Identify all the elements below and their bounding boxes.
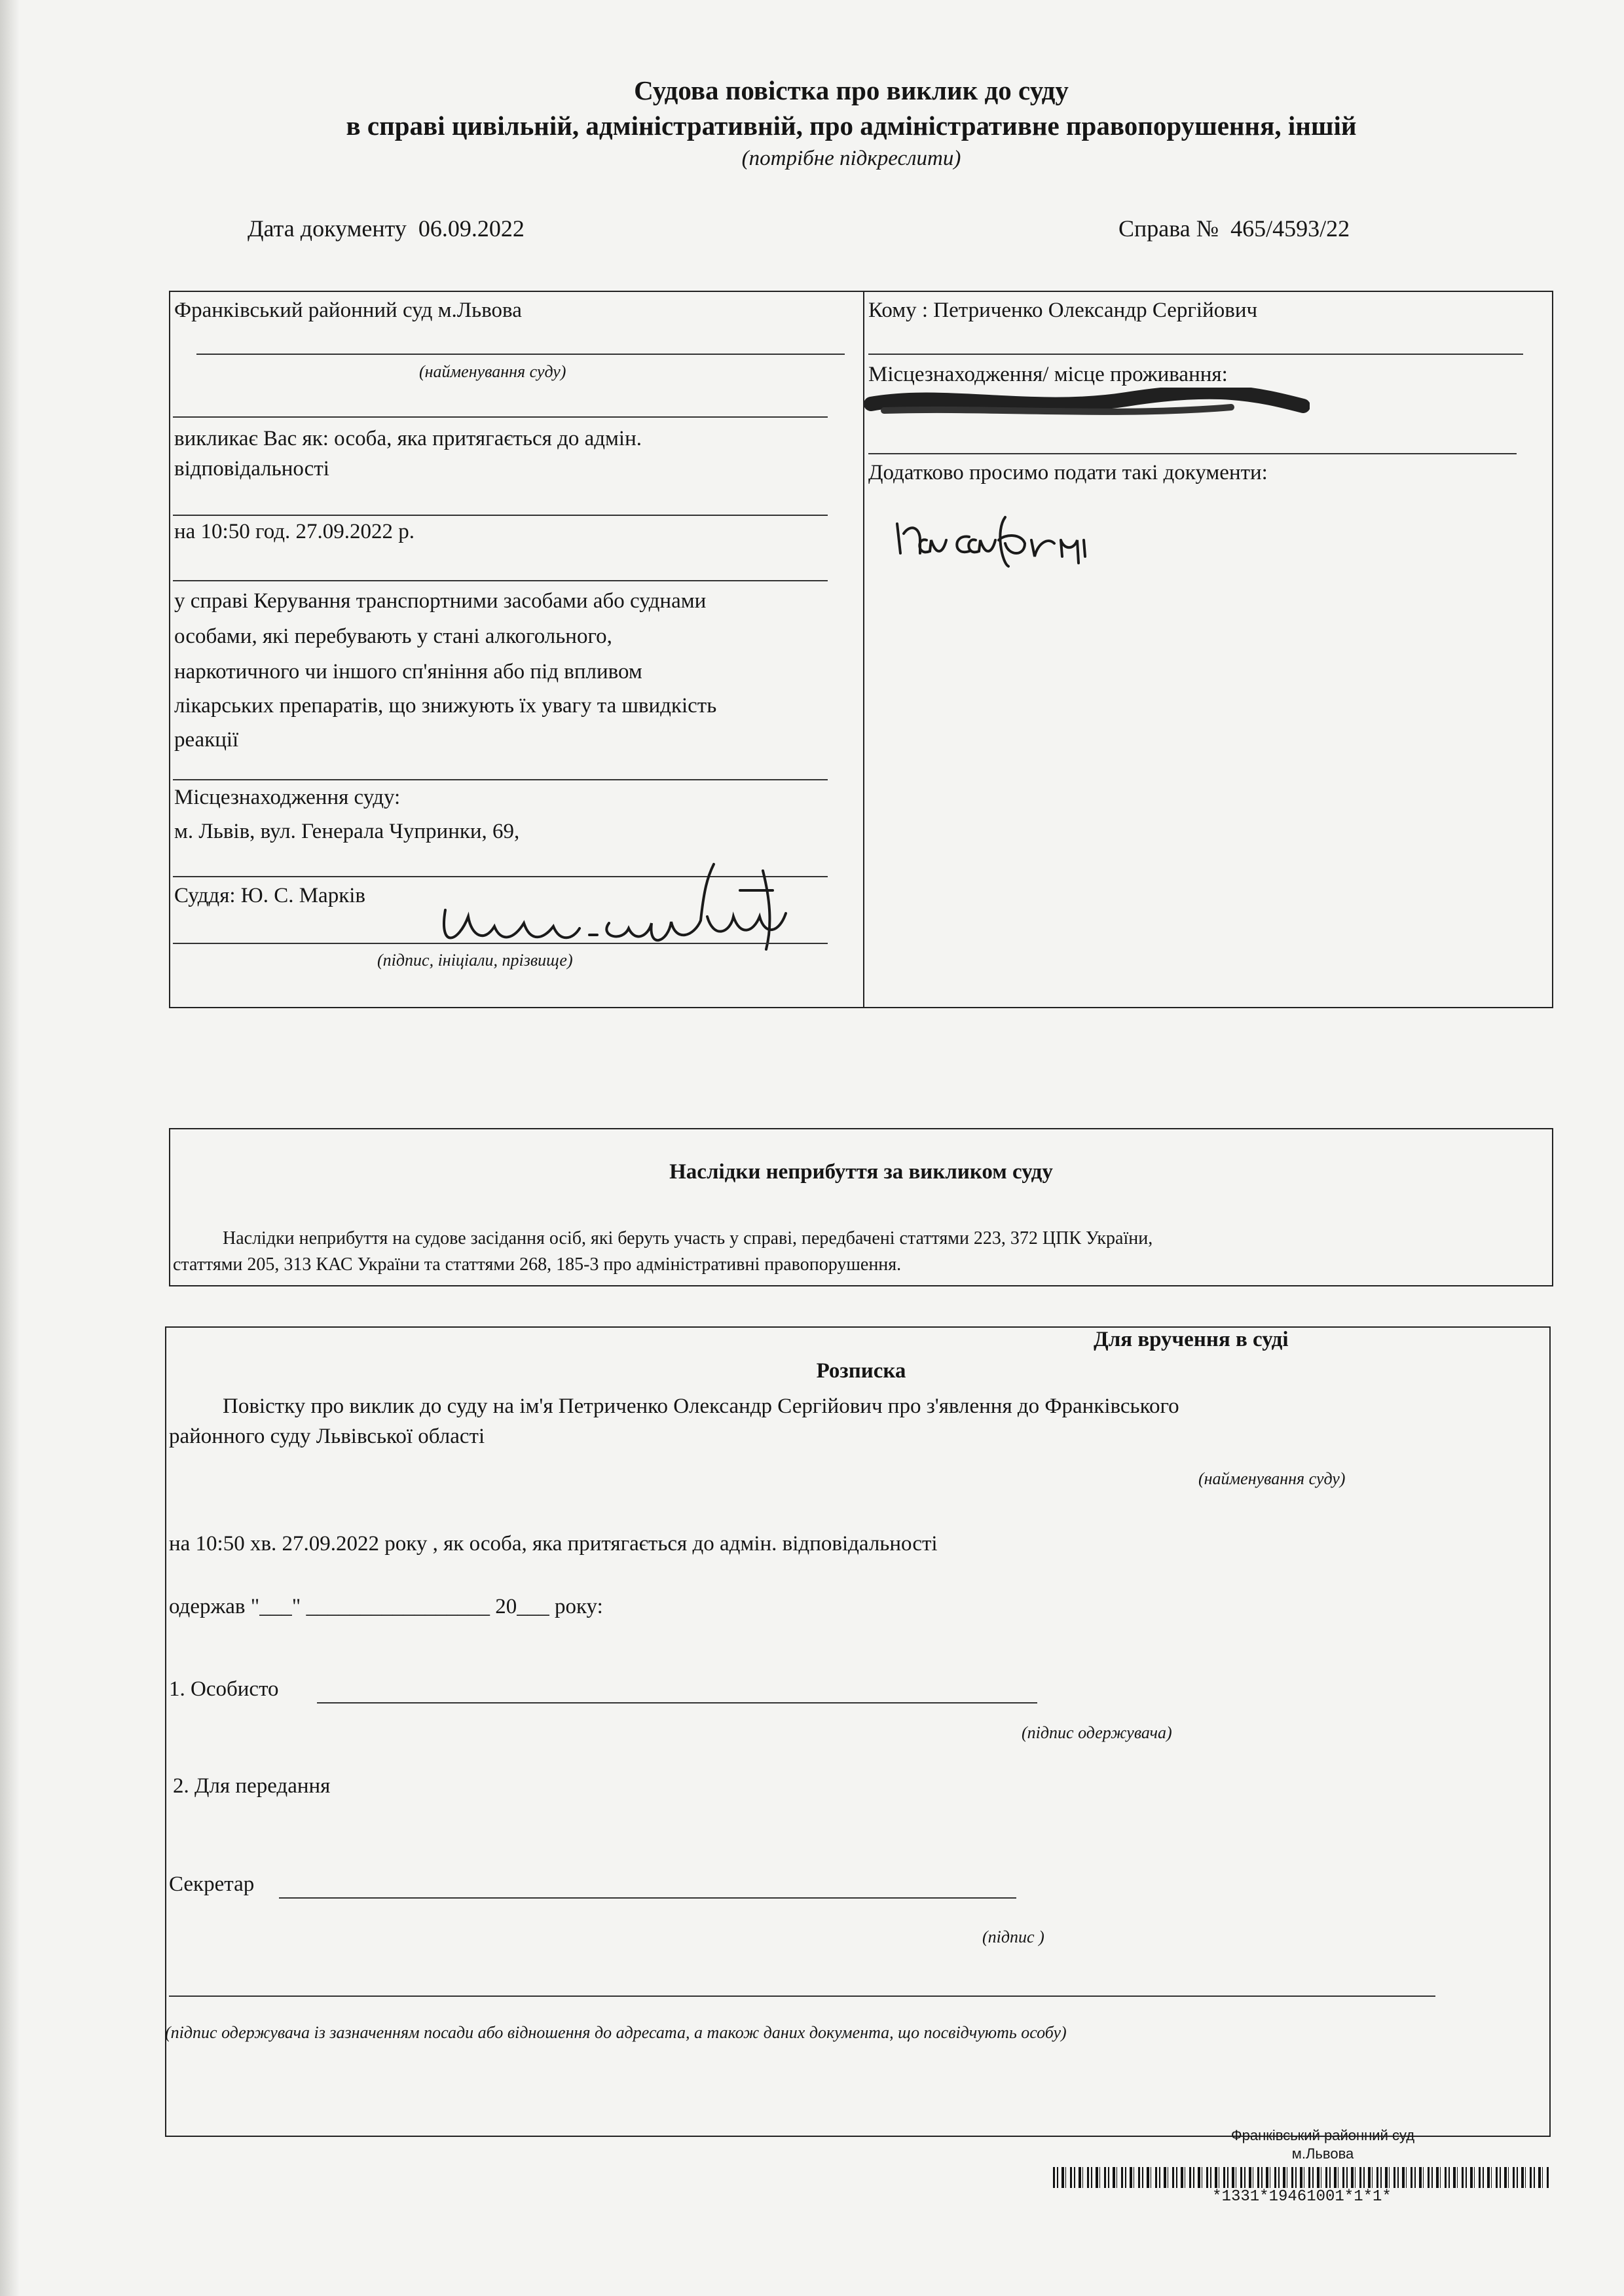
- receipt-title: Розписка: [816, 1359, 906, 1383]
- divider: [868, 354, 1523, 355]
- for-court-delivery: Для вручення в суді: [1094, 1328, 1289, 1351]
- date-label: Дата документу: [248, 215, 407, 242]
- case-value: 465/4593/22: [1230, 215, 1350, 242]
- documents-label: Додатково просимо подати такі документи:: [868, 461, 1268, 484]
- barcode-text: *1331*19461001*1*1*: [1212, 2188, 1392, 2206]
- divider: [173, 515, 828, 516]
- court-location-label: Місцезнаходження суду:: [174, 786, 401, 809]
- court-address: м. Львів, вул. Генерала Чупринки, 69,: [174, 820, 520, 843]
- divider: [173, 416, 828, 418]
- secretary-signature-caption: (підпис ): [982, 1927, 1044, 1946]
- recipient-signature-caption: (підпис одержувача): [1022, 1723, 1172, 1742]
- bottom-signature-line: [169, 1995, 1435, 1997]
- case-description-line: особами, які перебувають у стані алкогольного,: [174, 625, 612, 648]
- divider: [173, 779, 828, 780]
- court-caption: (найменування суду): [419, 362, 566, 381]
- case-description-line: лікарських препаратів, що знижують їх увагу та швидкість: [174, 694, 717, 718]
- residence-label: Місцезнаходження/ місце проживання:: [868, 363, 1228, 386]
- divider: [173, 580, 828, 581]
- receipt-line-2: районного суду Львівської області: [169, 1425, 485, 1448]
- consequences-text-line-2: статтями 205, 313 КАС України та статтями 268, 185-3 про адміністративні правопорушення.: [173, 1254, 902, 1275]
- case-label: Справа №: [1118, 215, 1219, 242]
- bottom-caption: (підпис одержувача із зазначенням посади або відношення до адресата, а також даних документа, що посвідчують особу): [165, 2023, 1067, 2042]
- receipt-time-line: на 10:50 хв. 27.09.2022 року , як особа, яка притягається до адмін. відповідальності: [169, 1532, 938, 1556]
- personal-signature-line: [317, 1702, 1037, 1704]
- for-transfer-label: 2. Для передання: [173, 1774, 331, 1798]
- consequences-title: Наслідки неприбуття за викликом суду: [669, 1160, 1053, 1184]
- title-line-1: Судова повістка про виклик до суду: [634, 75, 1069, 105]
- date-value: 06.09.2022: [418, 215, 525, 242]
- secretary-signature-line: [279, 1897, 1016, 1899]
- signature-caption: (підпис, ініціали, прізвище): [377, 951, 573, 970]
- hearing-time: на 10:50 год. 27.09.2022 р.: [174, 520, 415, 543]
- redacted-address: [864, 388, 1310, 420]
- summon-as-line-2: відповідальності: [174, 457, 329, 481]
- document-date: [248, 215, 525, 242]
- case-description-line: наркотичного чи іншого сп'яніння або під впливом: [174, 660, 642, 683]
- scan-edge-shadow: [0, 0, 20, 2296]
- footer-court-line-1: Франківський районний суд: [1230, 2127, 1415, 2143]
- receipt-court-caption: (найменування суду): [1198, 1469, 1346, 1488]
- title-line-2: в справі цивільній, адміністративній, про адміністративне правопорушення, іншій: [346, 111, 1357, 141]
- summon-as-line-1: викликає Вас як: особа, яка притягається до адмін.: [174, 427, 642, 450]
- case-description-line: у справі Керування транспортними засобами або суднами: [174, 589, 707, 613]
- divider: [196, 354, 845, 355]
- divider: [868, 453, 1517, 454]
- recipient: Кому : Петриченко Олександр Сергійович: [868, 299, 1258, 322]
- consequences-text-line-1: Наслідки неприбуття на судове засідання осіб, які беруть участь у справі, передбачені статтями 223, 372 ЦПК України,: [223, 1228, 1153, 1248]
- secretary-label: Секретар: [169, 1872, 255, 1896]
- footer-court: [1166, 2126, 1480, 2163]
- personally-label: 1. Особисто: [169, 1677, 279, 1701]
- case-number: [1118, 215, 1350, 242]
- case-description-line: реакції: [174, 728, 239, 752]
- receipt-line-1: Повістку про виклик до суду на ім'я Петриченко Олександр Сергійович про з'явлення до Франківського: [223, 1394, 1179, 1418]
- received-date-line: одержав "___" _________________ 20___ року:: [169, 1595, 603, 1618]
- judge-name: Суддя: Ю. С. Марків: [174, 884, 365, 907]
- handwritten-passport: [891, 504, 1126, 576]
- footer-court-line-2: м.Львова: [1291, 2145, 1354, 2162]
- barcode: [1053, 2167, 1551, 2188]
- divider: [173, 943, 828, 944]
- underline-note: (потрібне підкреслити): [741, 147, 961, 170]
- court-name: Франківський районний суд м.Львова: [174, 299, 522, 322]
